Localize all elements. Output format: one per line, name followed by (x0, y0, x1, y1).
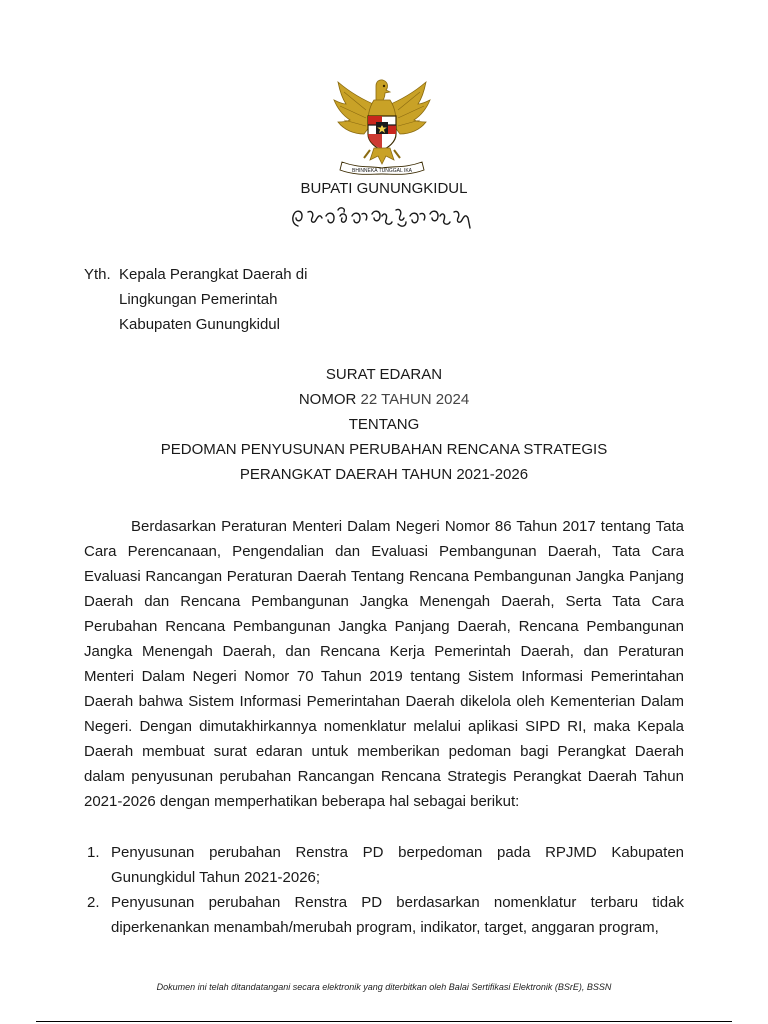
document-type: SURAT EDARAN (325, 366, 443, 383)
e-signature-footer-note: Dokumen ini telah ditandatangani secara elektronik yang diterbitkan oleh Balai Sertifikasi Elektronik (BSrE), BSSN (156, 982, 612, 992)
subject-line: PERANGKAT DAERAH TAHUN 2021-2026 (239, 466, 529, 483)
about-label: TENTANG (348, 416, 420, 433)
subject-line: PEDOMAN PENYUSUNAN PERUBAHAN RENCANA STRATEGIS (160, 441, 608, 458)
number-value: 22 TAHUN 2024 (360, 391, 470, 408)
document-number (0, 387, 768, 412)
footer-divider (36, 1021, 732, 1022)
list-item (84, 840, 684, 890)
recipient-lines (119, 262, 307, 337)
list-item-text: Penyusunan perubahan Renstra PD berdasarkan nomenklatur terbaru tidak diperkenankan menambah/merubah program, indikator, target, anggaran program, (111, 894, 684, 936)
list-item (84, 890, 684, 940)
list-item-text: Penyusunan perubahan Renstra PD berpedoman pada RPJMD Kabupaten Gunungkidul Tahun 2021-2026; (111, 844, 684, 886)
document-heading (0, 362, 768, 487)
emblem-motto: BHINNEKA TUNGGAL IKA (351, 168, 413, 174)
javanese-script-signature (284, 202, 484, 232)
salutation: Yth. (84, 266, 111, 283)
recipient-line: Kabupaten Gunungkidul (119, 316, 280, 333)
recipient-line: Kepala Perangkat Daerah di (119, 266, 308, 283)
garuda-emblem-icon (330, 76, 434, 176)
list-item-number: 2. (87, 894, 100, 911)
guideline-list (84, 840, 684, 940)
number-label: NOMOR (298, 391, 357, 408)
body-paragraph: Berdasarkan Peraturan Menteri Dalam Negeri Nomor 86 Tahun 2017 tentang Tata Cara Perencanaan, Pengendalian dan Evaluasi Pembangunan Daerah, Tata Cara Evaluasi Rancangan Peraturan Daerah Tentang Rencana Pembangunan Jangka Panjang Daerah dan Rencana Pembangunan Jangka Menengah Daerah, Serta Tata Cara Perubahan Rencana Pembangunan Jangka Panjang Daerah, Rencana Pembangunan Jangka Menengah Daerah, dan Rencana Kerja Pemerintah Daerah, dan Peraturan Menteri Dalam Negeri Nomor 70 Tahun 2019 tentang Sistem Informasi Pemerintahan Daerah bahwa Sistem Informasi Pemerintahan Daerah dikelola oleh Kementerian Dalam Negeri. Dengan dimutakhirkannya nomenklatur melalui aplikasi SIPD RI, maka Kepala Daerah membuat surat edaran untuk memberikan pedoman bagi Perangkat Daerah dalam penyusunan perubahan Rancangan Rencana Strategis Perangkat Daerah Tahun 2021-2026 dengan memperhatikan beberapa hal sebagai berikut: (84, 518, 684, 810)
javanese-script-text: ꦧꦸꦥꦠꦶꦒꦸꦤꦸꦁꦏꦶꦢꦸꦭ꧀ (284, 202, 294, 203)
recipient-line: Lingkungan Pemerintah (119, 291, 278, 308)
list-item-number: 1. (87, 844, 100, 861)
regent-title: BUPATI GUNUNGKIDUL (300, 180, 468, 197)
